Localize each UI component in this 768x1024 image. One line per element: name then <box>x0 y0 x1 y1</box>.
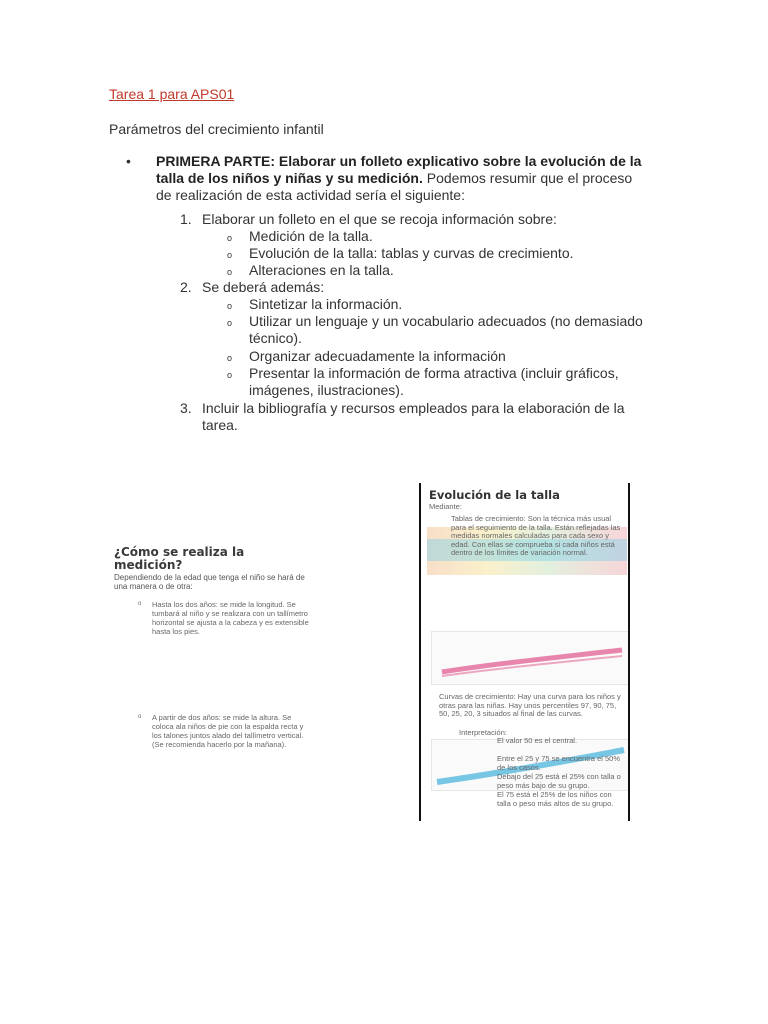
step1-item <box>227 262 667 279</box>
step1-item-text: Medición de la talla. <box>249 228 373 244</box>
medicion-image-intro: Dependiendo de la edad que tenga el niño se hará de una manera o de otra: <box>114 573 305 591</box>
step1-item-text: Evolución de la talla: tablas y curvas de crecimiento. <box>249 245 574 261</box>
sub-marker: o <box>227 233 233 243</box>
step-text: Elaborar un folleto en el que se recoja información sobre: <box>202 211 557 227</box>
image-border-right <box>628 483 630 821</box>
interp-item: El valor 50 es el central. <box>497 736 578 745</box>
document-title-link[interactable]: Tarea 1 para APS01 <box>109 86 235 102</box>
sub-marker: o <box>227 353 233 363</box>
step2-item <box>227 365 667 399</box>
sub-marker: o <box>138 714 142 720</box>
evolucion-mediante: Mediante: <box>429 502 462 511</box>
sub-marker: o <box>227 318 233 328</box>
sub-marker: o <box>227 267 233 277</box>
document-subtitle: Parámetros del crecimiento infantil <box>109 121 324 137</box>
evolucion-curvas-text: Curvas de crecimiento: Hay una curva para los niños y otras para las niñas. Hay unos percentiles 97, 90, 75, 50, 25, 20, 3 situados al final de las curvas. <box>439 692 621 718</box>
interp-item: Debajo del 25 está el 25% con talla o peso más bajo de su grupo. <box>497 772 621 790</box>
step-2 <box>180 279 660 296</box>
interp-item: El 75 está el 25% de los niños con talla o peso más altos de su grupo. <box>497 790 614 808</box>
step-3 <box>180 400 640 434</box>
step2-item <box>227 296 667 313</box>
evolucion-image <box>419 483 629 823</box>
medicion-image-item-text: Hasta los dos años: se mide la longitud. Se tumbará al niño y se realizara con un tallímetro horizontal se ajusta a la cabeza y es extensible hasta los pies. <box>152 600 309 636</box>
step1-item-text: Alteraciones en la talla. <box>249 262 394 278</box>
evolucion-interpretacion: Interpretación: <box>459 728 507 737</box>
evolucion-image-title: Evolución de la talla <box>429 488 560 502</box>
growth-curve-thumbnail-pink <box>431 631 629 685</box>
sub-marker: o <box>138 601 142 607</box>
evolucion-tablas-text: Tablas de crecimiento: Son la técnica más usual para el seguimiento de la talla. Están reflejadas las medidas normales calculadas para cada sexo y edad. Con ellas se comprueba si cada niños está dentro de los límites de variación normal. <box>451 514 621 557</box>
medicion-image-title: ¿Cómo se realiza la medición? <box>114 545 245 572</box>
sub-marker: o <box>227 301 233 311</box>
step-number: 1. <box>180 211 192 227</box>
step1-item <box>227 228 667 245</box>
step-text: Se deberá además: <box>202 279 325 295</box>
step-number: 2. <box>180 279 192 295</box>
primera-parte-bullet <box>126 153 650 204</box>
step2-item-text: Organizar adecuadamente la información <box>249 348 506 364</box>
medicion-image-item <box>138 713 312 749</box>
bullet-lead-bold: PRIMERA PARTE: Elaborar un folleto explicativo sobre la evolución de la talla de los niños y niñas y su medición. <box>156 153 642 186</box>
bullet-tail: Podemos resumir que el proceso de realización de esta actividad sería el siguiente: <box>156 170 633 203</box>
step-text: Incluir la bibliografía y recursos empleados para la elaboración de la tarea. <box>202 400 625 433</box>
interp-item: Entre el 25 y 75 se encuentra el 50% de los casos. <box>497 754 620 772</box>
step1-item <box>227 245 667 262</box>
bullet-marker: • <box>126 153 131 169</box>
bullet-text <box>156 153 650 204</box>
step2-item <box>227 313 647 347</box>
image-border-left <box>419 483 421 821</box>
step2-item-text: Sintetizar la información. <box>249 296 403 312</box>
pink-curve-icon <box>432 632 628 684</box>
step2-item-text: Presentar la información de forma atractiva (incluir gráficos, imágenes, ilustraciones). <box>249 365 619 398</box>
medicion-image-item-text: A partir de dos años: se mide la altura. Se coloca ala niños de pie con la espalda recta y los talones juntos alado del tallímetro vertical. (Se recomienda hacerlo por la mañana). <box>152 713 304 749</box>
medicion-image <box>110 540 315 780</box>
step-number: 3. <box>180 400 192 416</box>
step2-item-text: Utilizar un lenguaje y un vocabulario adecuados (no demasiado técnico). <box>249 313 643 346</box>
medicion-image-item <box>138 600 312 636</box>
step2-item <box>227 348 667 365</box>
sub-marker: o <box>227 250 233 260</box>
step-1 <box>180 211 660 228</box>
sub-marker: o <box>227 370 233 380</box>
